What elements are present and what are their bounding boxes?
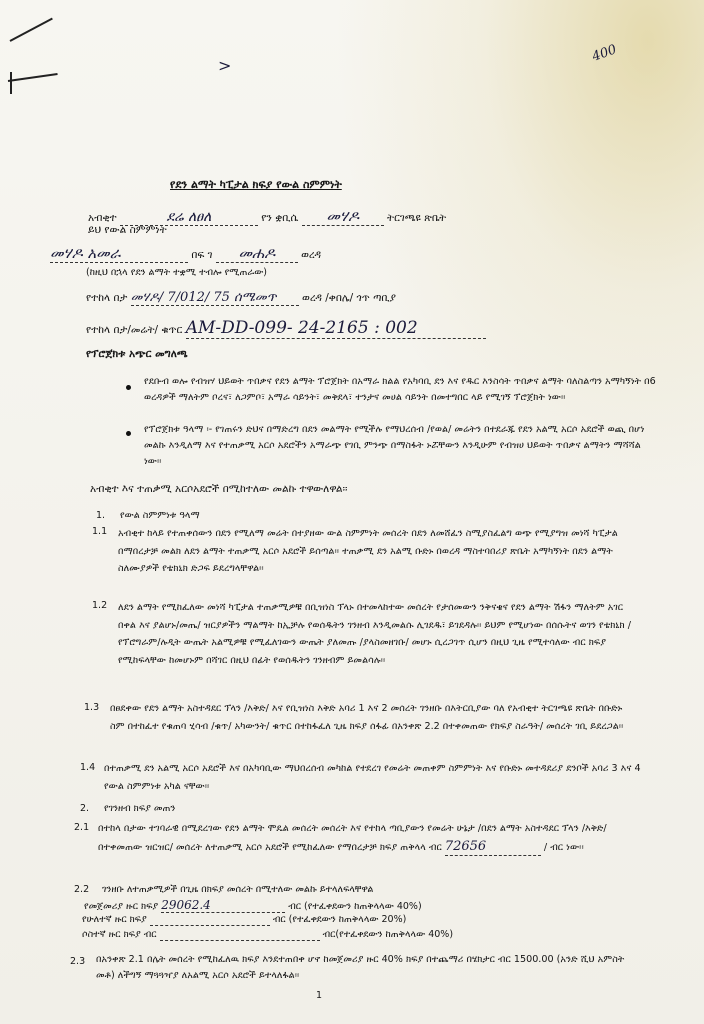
- label: ወረዳ /ቀበሌ/ ጎጥ ጣቢያ: [302, 292, 396, 304]
- clause-number: 1.2: [92, 600, 108, 611]
- clause-text: / ብር ነው፡፡: [543, 841, 584, 853]
- bullet-item: የደቡብ ወሎ የብዝሃ ህይወት ጥበቃና የደን ልማት ፕሮጀክት በአማራ ክልል የአካባቢ ደን እና የዱር እንስሳት ጥበቃና ልማት ባለስልጣን አማካኝነት በ6 ወረዳዎች ማለትም ቦረና፣ ለጋምቦ፣ አማራ ሳይንት፣ መቅደላ፣ ተንታና መሀል ሳይንት በመተግበር ላይ የሚገኝ ፕሮጀክት ነው፡፡: [144, 376, 656, 403]
- label: በፍ ገ: [191, 249, 213, 261]
- clause-text: በተከላ በታው ተገባራዊ በሚደረገው የደን ልማት ሞዴል መሰረት መሰረት እና የተከላ ጣቢያውን የመሬት ሁኔታ /በደን ልማት አስተዳደር ፕላን /እቅድ/ በተቀመጠው ዝርዝር/ መሰረት ለተጠቃሚ አርሶ አደሮች የሚከፈለው የማበረታቻ ክፍያ ጠቅላላ ብር: [98, 823, 607, 853]
- agreement-line: አብቂተ እና ተጠቃሚ አርሶአደሮች በሚከተለው መልኩ ተዋውለዋል፡፡: [90, 483, 348, 495]
- document-title: የደን ልማት ካፒታል ክፍያ የውል ስምምነት: [170, 178, 342, 191]
- payment-label: የመጀመሪያ ዙር ክፍያ: [84, 901, 159, 912]
- handwritten-field: መሐዶ: [216, 244, 298, 263]
- margin-mark: >: [218, 56, 232, 75]
- section-number: 2.: [80, 803, 90, 814]
- payment-amount-field: 29062.4: [161, 898, 285, 913]
- payment-row: [82, 914, 406, 926]
- payment-row: [84, 898, 422, 913]
- label: የን ቋቢሴ: [261, 212, 299, 224]
- clause-number: 1.1: [92, 526, 108, 537]
- bullet-item: የፕሮጀክቱ ዓላማ ፡- የገጠሩን ድህና በማድረግ በደን መልማት የሚችሉ የማህረሰብ /የወል/ መሬትን በተደራጁ የደን አልሚ አርሶ አደሮች ወጪ በሆነ መልኩ እንዲለማ እና የተጠቃሚ አርሶ አደሮችን አማራጭ የገቢ ምንጭ በማስፋት ኑሯቸውን እንዲሁም የብዝሀ ህይወት ጥበቃና ልማትን ማሻሻል ነው፡፡: [144, 424, 645, 467]
- parties-line-6: [86, 318, 486, 339]
- label: አብቂተ: [88, 212, 117, 224]
- section-number: 1.: [96, 510, 106, 521]
- handwritten-field: መሃዶ/ 7/012/ 75 ሰሜመጥ: [131, 290, 299, 306]
- label: ትርገጫዩ ጽቤት: [387, 212, 447, 224]
- clause-number: 1.4: [80, 762, 96, 773]
- handwritten-field: ደሬ ለፀለ: [120, 209, 258, 226]
- parties-line-3: [50, 244, 321, 263]
- parties-line-2: ይህ የውል ስምምነት: [88, 224, 167, 236]
- payment-label: የሁለተኛ ዙር ክፍያ: [82, 914, 147, 925]
- clause-number: 2.3: [70, 956, 86, 967]
- clause-number: 2.1: [74, 822, 90, 833]
- section-title: የገንዘብ ክፍያ መጠን: [104, 803, 176, 814]
- payment-note: ብር (የተፈቀደውን ከጠቅላላው 20%): [272, 914, 407, 925]
- payment-note: ብር(የተፈቀደውን ከጠቅላላው 40%): [322, 929, 454, 940]
- clause-1-1: አብቂተ ከላይ የተጠቀሰውን በደን የሚለማ መሬት በተያዘው ውል ስምምነት መሰረት በደን ለመሸፈን ስሚያስፈልግ ወጭ የሚያግዝ መነሻ ካፒታል በማበረታቻ መልክ ለደን ልማት ተጠቃሚ አርሶ አደሮች ይሰጣል፡፡ ተጠቃሚ ደን አልሚ ቡድኑ በወረዳ ማስተባበሪያ ጽቤት አማካኝነት በደን ልማት ስለሙያዎች የቴክኒክ ድጋፍ ይደረግላቸዋል፡፡: [118, 528, 618, 574]
- clause-2-2-heading: ገንዘቡ ለተጠቃሚዎች በጊዜ በክፍያ መሰረት በሚተለው መልኩ ይተላለፍላቸዋል: [102, 884, 374, 895]
- payment-row: [82, 929, 453, 941]
- clause-1-4: በተጠቃሚ ደን አልሚ አርሶ አደሮች እና በአካባቢው ማህበረሰብ መካከል የተደረገ የመሬት መጠቀም ስምምነት እና የቡድኑ መተዳደሪያ ደንቦች አባሪ 3 እና 4 የውል ስምምነቱ አካል ናቸው፡፡: [104, 763, 641, 792]
- handwritten-field: መሃዶ: [302, 207, 384, 226]
- payment-label: ሶስተኛ ዙር ክፍያ ብር: [82, 929, 157, 940]
- bullet-dot: [126, 431, 131, 436]
- label: የተከላ በታ: [86, 292, 128, 304]
- clause-1-2: ለደን ልማት የሚከፈለው መነሻ ካፒታል ተጠቃሚዎቹ በቢዝነስ ፕላኑ በተመላከተው መሰረት የታሰመውን ንቅናቄና የደን ልማት ሽፋን ማለትም አገር በቀል እና ያልሆኑ/መጤ/ ዝርያዎችን ማልማት ከኢቻሉ የወሰዱትን ገንዘብ እንዲመልሱ ሊገደዱ፣ ይገደዳሉ፡፡ ይህም የሚሆነው በሰሱትና ወገን የቴክኒክ /የፕሮግራም/ሉዲት ውጤት አልሚዎቹ የሚፈለገውን ውጤት ያለመጡ /ያላስመዘገቡ/ መሆኑ ሲረጋገጥ ሲሆን በዚህ ጊዜ የሚተሳለው ብር ክፍያ የሚከፍላቸው ከመሆኑም በሻገር በዚህ በፊት የወሰዱትን ገንዘብም ይመልሳሉ፡፡: [118, 602, 631, 666]
- label: የተከላ በታ/መሬት/ ቁጥር: [86, 324, 183, 336]
- handwritten-field: AM-DD-099- 24-2165 : 002: [186, 318, 486, 339]
- payment-amount-field: [150, 914, 270, 926]
- clause-number: 2.2: [74, 884, 90, 895]
- clause-2-1: [98, 820, 638, 856]
- project-heading: የፕሮጀክቱ አጭር መግለጫ: [86, 348, 188, 360]
- clause-2-3: በአንቀጽ 2.1 በሌት መሰረት የሚከፈለዉ ክፍያ እንደተጠበቀ ሆኖ ከመጀመሪያ ዙር 40% ክፍያ በተጨማሪ በሄክታር ብር 1500.00 (አንድ ሺህ አምስት መቶ) ለችግኝ ማጓጓዣያ ለአልሚ አርሶ አደሮች ይተላለፋል፡፡: [96, 954, 625, 981]
- margin-scribble: [8, 73, 58, 82]
- page-number: 1: [316, 990, 323, 1001]
- margin-scribble: [10, 18, 53, 42]
- label: ወረዳ: [301, 249, 322, 261]
- parties-line-4: (ከዚህ በኋላ የደን ልማት ተቋሚ ተብሎ የሚጠራው): [86, 267, 268, 278]
- parties-line-5: [86, 290, 396, 306]
- clause-1-3: በፀደቀው የደን ልማት አስተዳደር ፕላን /እቅድ/ እና የቢዝነስ እቅድ አባሪ 1 እና 2 መሰረት ገንዘቡ በእትርቢያው ባለ የአብቂተ ትርገጫዩ ጽቤት በቡድኑ ስም በተከፈተ የቁጠባ ሂሳብ /ቁጥ/ አካውንት/ ቁጥር በተከፋፈለ ጊዜ ክፍያ ሰፋፊ በአንቀጽ 2.2 በተቀመጠው የክፍያ ስራዓት/ መሰረት ገቢ ይደረጋል፡፡: [110, 703, 624, 732]
- bullet-dot: [126, 385, 131, 390]
- handwritten-field: መሃዶ አመራ: [50, 244, 188, 263]
- payment-note: ብር (የተፈቀደውን ከጠቅላላው 40%): [288, 901, 422, 912]
- payment-amount-field: [160, 929, 320, 941]
- corner-note: 400: [590, 42, 619, 65]
- clause-number: 1.3: [84, 702, 100, 713]
- margin-scribble: [10, 72, 12, 94]
- section-title: የውል ስምምነቱ ዓላማ: [120, 510, 200, 521]
- total-amount-field: 72656: [445, 838, 541, 857]
